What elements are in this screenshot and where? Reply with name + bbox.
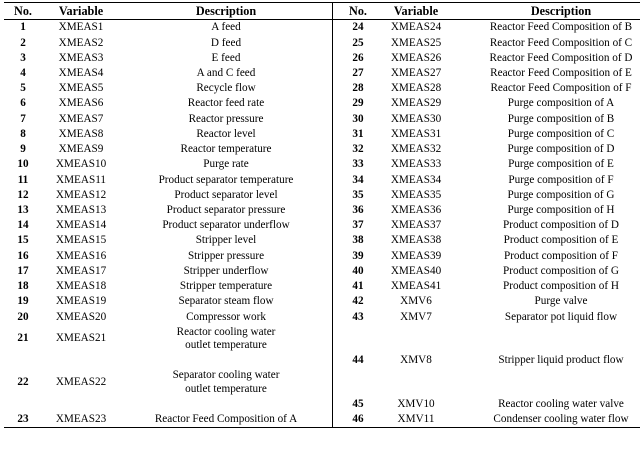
row-no: 5: [20, 82, 26, 95]
row-no-empty: [4, 353, 42, 368]
row-description: Stripper underflow: [183, 264, 269, 277]
table-row: [4, 157, 640, 172]
row-description-line1: Separator cooling water: [172, 369, 280, 382]
row-variable: XMEAS18: [55, 280, 107, 293]
table-row: [4, 127, 640, 142]
row-no: 40: [352, 264, 364, 277]
row-description-empty: [455, 325, 640, 353]
row-no: 41: [352, 280, 364, 293]
row-variable-empty: [42, 397, 120, 412]
table-row: [4, 81, 640, 96]
row-description: Purge rate: [203, 158, 249, 171]
row-no: 6: [20, 97, 26, 110]
row-description: Stripper pressure: [187, 249, 265, 262]
row-description-line2: outlet temperature: [185, 338, 267, 351]
row-description: Stripper temperature: [179, 280, 273, 293]
row-variable: XMEAS12: [55, 188, 107, 201]
row-variable: XMEAS19: [55, 295, 107, 308]
row-no: 10: [17, 158, 29, 171]
row-variable: XMEAS32: [390, 143, 442, 156]
row-no: 38: [352, 234, 364, 247]
row-description: Reactor Feed Composition of C: [489, 36, 633, 49]
row-no: 9: [20, 143, 26, 156]
row-variable: XMEAS33: [390, 158, 442, 171]
row-no: 35: [352, 188, 364, 201]
row-no: 28: [352, 82, 364, 95]
row-variable: XMEAS31: [390, 127, 442, 140]
row-variable: XMEAS21: [55, 332, 107, 345]
row-no: 39: [352, 249, 364, 262]
header-description-left: Description: [120, 3, 333, 20]
row-variable: XMEAS41: [390, 280, 442, 293]
row-description: A and C feed: [196, 67, 256, 80]
row-description: Product composition of G: [503, 264, 619, 277]
row-variable: XMV10: [397, 397, 435, 410]
row-description: Purge valve: [534, 295, 588, 308]
row-variable: XMEAS35: [390, 188, 442, 201]
row-description: Product separator pressure: [166, 204, 286, 217]
table-row: [4, 51, 640, 66]
table-row: [4, 279, 640, 294]
row-description-empty: [455, 368, 640, 396]
table-row: [4, 412, 640, 428]
row-variable: XMEAS38: [390, 234, 442, 247]
row-no: 4: [20, 67, 26, 80]
row-no: 23: [4, 412, 42, 428]
header-variable-right: Variable: [377, 3, 455, 20]
row-no: 25: [352, 36, 364, 49]
row-no: 43: [352, 310, 364, 323]
row-description: Reactor Feed Composition of F: [490, 82, 632, 95]
row-no: 8: [20, 127, 26, 140]
row-description: Stripper liquid product flow: [498, 354, 624, 367]
row-variable: XMEAS36: [390, 204, 442, 217]
row-no: 14: [17, 219, 29, 232]
row-variable: XMV8: [400, 354, 432, 367]
row-no: 44: [352, 354, 364, 367]
row-description: Reactor pressure: [188, 112, 264, 125]
row-description: Product separator temperature: [158, 173, 294, 186]
row-variable-empty: [377, 368, 455, 396]
row-no: 26: [352, 51, 364, 64]
row-no-empty: [4, 397, 42, 412]
row-no: 2: [20, 36, 26, 49]
header-variable-left: Variable: [42, 3, 120, 20]
row-variable: XMEAS5: [58, 82, 104, 95]
row-variable: XMV6: [400, 295, 432, 308]
row-variable: XMEAS11: [56, 173, 106, 186]
row-description: Product composition of D: [503, 219, 619, 232]
row-variable: XMEAS27: [390, 67, 442, 80]
row-description: Recycle flow: [196, 82, 256, 95]
row-variable-empty: [42, 353, 120, 368]
row-no: 46: [339, 412, 377, 428]
table-row: [4, 218, 640, 233]
row-variable: XMEAS6: [58, 97, 104, 110]
row-no: 42: [352, 295, 364, 308]
table-row: [4, 397, 640, 412]
header-description-right: Description: [455, 3, 640, 20]
row-description: Reactor level: [196, 127, 256, 140]
row-no: 3: [20, 51, 26, 64]
row-no: 29: [352, 97, 364, 110]
table-row: [4, 203, 640, 218]
row-description: E feed: [211, 51, 241, 64]
row-description: Purge composition of E: [508, 158, 614, 171]
row-variable: XMEAS23: [42, 412, 120, 428]
table-row: [4, 36, 640, 51]
row-no: 20: [17, 310, 29, 323]
row-description: Reactor feed rate: [187, 97, 265, 110]
table-row: [4, 20, 640, 36]
row-description: Product separator level: [174, 188, 278, 201]
row-description: A feed: [211, 21, 241, 34]
table-row: [4, 294, 640, 309]
row-variable: XMV7: [400, 310, 432, 323]
row-no: 21: [17, 332, 29, 345]
row-no: 34: [352, 173, 364, 186]
table-row: [4, 264, 640, 279]
row-no: 13: [17, 204, 29, 217]
table-row: [4, 368, 640, 396]
row-description: Reactor cooling water valve: [498, 397, 624, 410]
row-description-empty: [120, 397, 333, 412]
table-row: [4, 353, 640, 368]
row-no: 22: [17, 376, 29, 389]
row-variable: XMEAS29: [390, 97, 442, 110]
row-description-line2: outlet temperature: [185, 382, 267, 395]
row-no-empty: [339, 368, 377, 396]
row-variable: XMEAS28: [390, 82, 442, 95]
row-description: Purge composition of D: [507, 143, 615, 156]
row-description: Reactor Feed Composition of E: [490, 67, 632, 80]
row-description: Purge composition of B: [507, 112, 615, 125]
row-description: Purge composition of F: [508, 173, 614, 186]
row-no: 27: [352, 67, 364, 80]
row-no: 18: [17, 280, 29, 293]
header-no-left: No.: [4, 3, 42, 20]
row-description: Reactor Feed Composition of A: [120, 412, 333, 428]
row-no: 16: [17, 249, 29, 262]
row-variable: XMV11: [377, 412, 455, 428]
row-variable: XMEAS2: [58, 36, 104, 49]
row-no: 32: [352, 143, 364, 156]
row-variable: XMEAS10: [55, 158, 107, 171]
row-description: Separator steam flow: [178, 295, 274, 308]
row-variable: XMEAS4: [58, 67, 104, 80]
table-row: [4, 310, 640, 325]
row-variable: XMEAS39: [390, 249, 442, 262]
row-no: 33: [352, 158, 364, 171]
row-variable: XMEAS37: [390, 219, 442, 232]
row-variable: XMEAS22: [55, 376, 107, 389]
row-no: 24: [352, 21, 364, 34]
row-no-empty: [339, 325, 377, 353]
row-variable: XMEAS3: [58, 51, 104, 64]
row-variable: XMEAS13: [55, 204, 107, 217]
table-row: [4, 233, 640, 248]
row-description-multiline: [120, 325, 333, 353]
variable-table: [4, 2, 640, 428]
row-variable: XMEAS15: [55, 234, 107, 247]
row-variable: XMEAS30: [390, 112, 442, 125]
row-variable: XMEAS14: [55, 219, 107, 232]
row-description: Reactor temperature: [180, 143, 272, 156]
table-row: [4, 142, 640, 157]
row-description: Product composition of E: [503, 234, 619, 247]
table-header-row: [4, 3, 640, 20]
row-no: 36: [352, 204, 364, 217]
table-row: [4, 188, 640, 203]
row-variable-empty: [377, 325, 455, 353]
row-variable: XMEAS7: [58, 112, 104, 125]
row-no: 12: [17, 188, 29, 201]
row-no: 11: [17, 173, 29, 186]
row-no: 1: [20, 21, 26, 34]
table-row: [4, 66, 640, 81]
row-variable: XMEAS16: [55, 249, 107, 262]
row-variable: XMEAS9: [58, 143, 104, 156]
row-variable: XMEAS26: [390, 51, 442, 64]
row-description-empty: [120, 353, 333, 368]
row-variable: XMEAS25: [390, 36, 442, 49]
row-no: 19: [17, 295, 29, 308]
row-description: Product composition of H: [503, 280, 619, 293]
row-description: D feed: [210, 36, 242, 49]
row-description: Product separator underflow: [162, 219, 290, 232]
row-variable: XMEAS40: [390, 264, 442, 277]
table-body: [4, 3, 640, 428]
row-description: Reactor Feed Composition of B: [489, 21, 633, 34]
row-description: Purge composition of H: [507, 204, 615, 217]
row-description: Purge composition of G: [507, 188, 615, 201]
row-no: 15: [17, 234, 29, 247]
table-row: [4, 96, 640, 111]
row-description: Stripper level: [195, 234, 257, 247]
row-description: Separator pot liquid flow: [504, 310, 618, 323]
row-description: Purge composition of C: [507, 127, 615, 140]
row-variable: XMEAS1: [58, 21, 104, 34]
row-description: Product composition of F: [503, 249, 619, 262]
row-description: Compressor work: [186, 310, 266, 323]
row-variable: XMEAS20: [55, 310, 107, 323]
table-row: [4, 112, 640, 127]
row-description: Condenser cooling water flow: [455, 412, 640, 428]
row-no: 30: [352, 112, 364, 125]
row-no: 31: [352, 127, 364, 140]
row-no: 37: [352, 219, 364, 232]
table-row: [4, 173, 640, 188]
row-description: Purge composition of A: [507, 97, 615, 110]
row-no: 45: [352, 397, 364, 410]
row-description-multiline: [120, 368, 333, 396]
row-description: Reactor Feed Composition of D: [489, 51, 633, 64]
table-row: [4, 325, 640, 353]
row-description-line1: Reactor cooling water: [176, 325, 276, 338]
row-variable: XMEAS24: [390, 21, 442, 34]
row-variable: XMEAS8: [58, 127, 104, 140]
header-no-right: No.: [339, 3, 377, 20]
table-row: [4, 249, 640, 264]
row-variable: XMEAS17: [55, 264, 107, 277]
row-variable: XMEAS34: [390, 173, 442, 186]
row-no: 7: [20, 112, 26, 125]
row-no: 17: [17, 264, 29, 277]
